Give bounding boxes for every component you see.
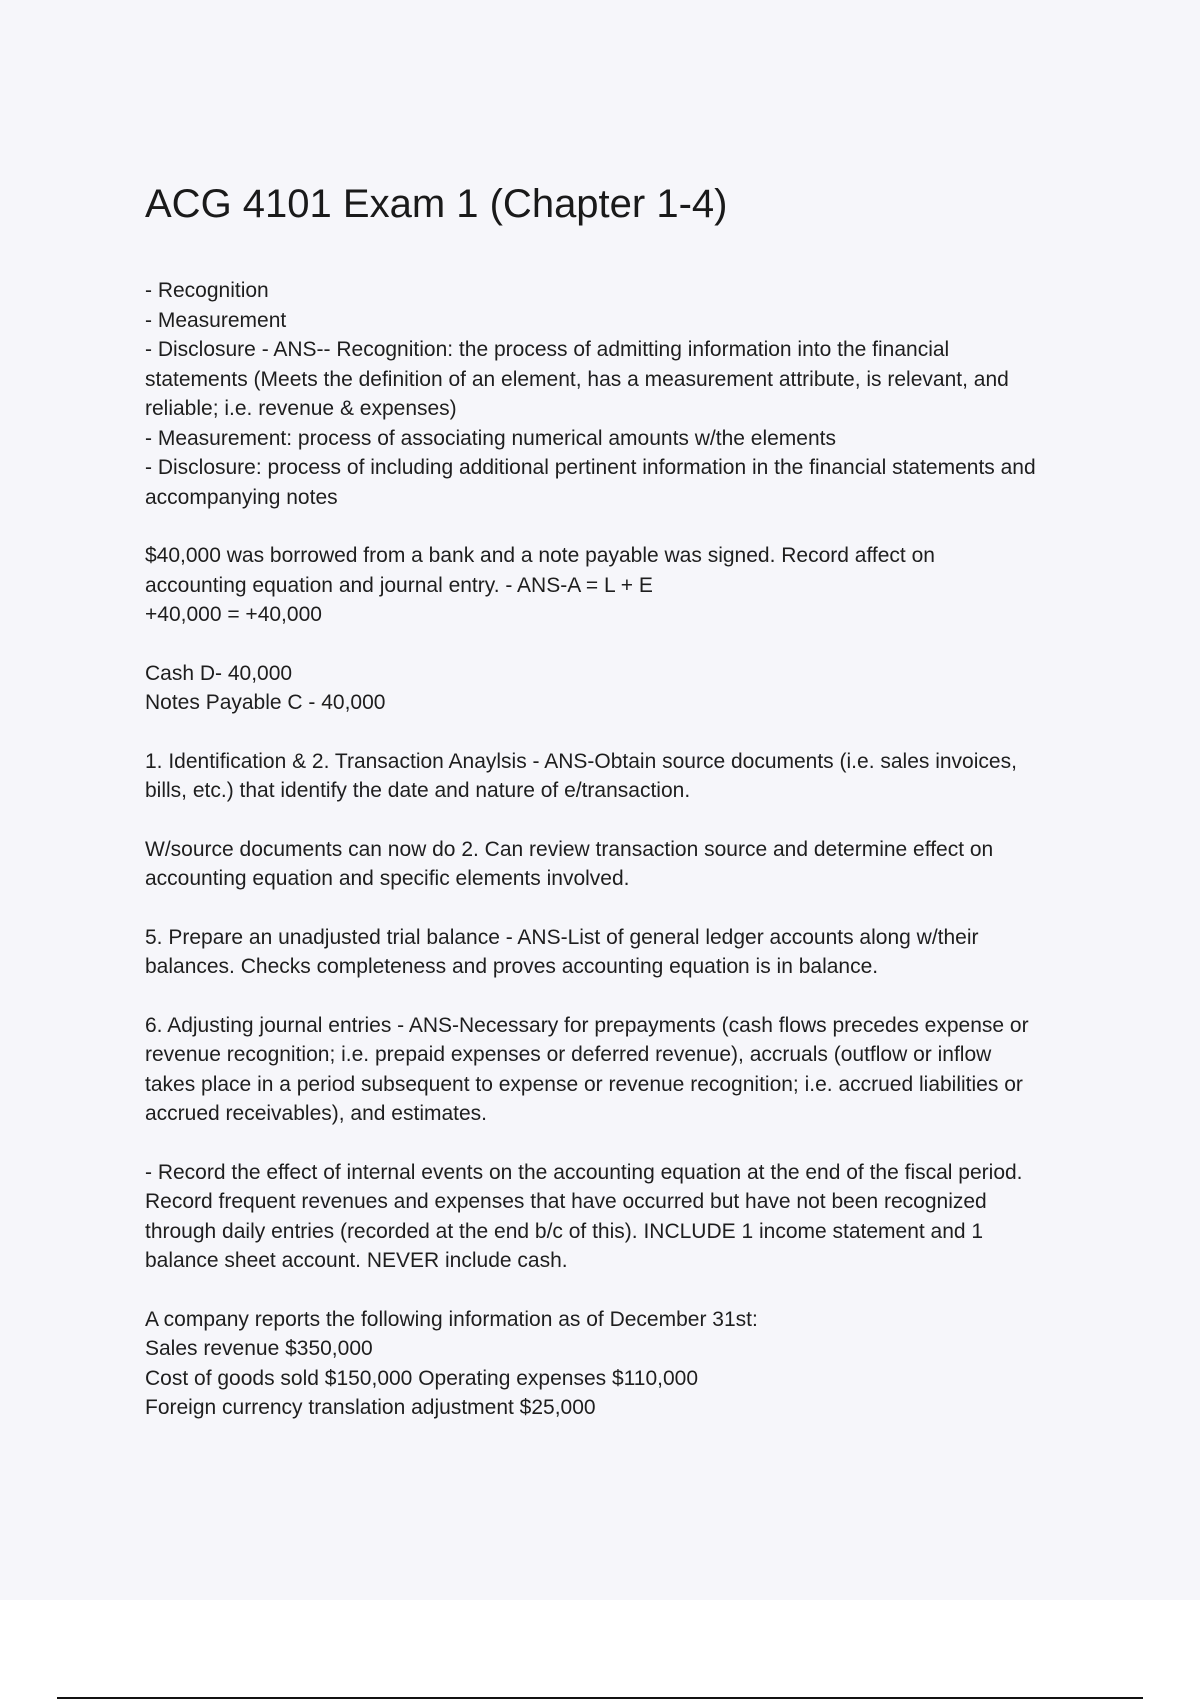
text-line: revenue recognition; i.e. prepaid expenses or deferred revenue), accruals (outflow or inflow <box>145 1043 992 1066</box>
text-line: Record frequent revenues and expenses that have occurred but have not been recognized <box>145 1190 987 1213</box>
text-line: bills, etc.) that identify the date and nature of e/transaction. <box>145 779 691 802</box>
text-line: accompanying notes <box>145 485 338 509</box>
paragraph <box>145 923 1105 982</box>
text-line: - Disclosure: process of including additional pertinent information in the financial statements and <box>145 456 1036 479</box>
text-line: Sales revenue $350,000 <box>145 1337 373 1360</box>
text-line: - Disclosure - ANS-- Recognition: the process of admitting information into the financial <box>145 338 950 361</box>
text-line: balances. Checks completeness and proves accounting equation is in balance. <box>145 955 879 978</box>
text-line: statements (Meets the definition of an element, has a measurement attribute, is relevant, and <box>145 367 1009 391</box>
page-bottom-rule <box>57 1697 1143 1699</box>
text-line: - Recognition <box>145 279 269 302</box>
paragraph <box>145 659 1105 718</box>
paragraph <box>145 1305 1105 1423</box>
text-line: through daily entries (recorded at the end b/c of this). INCLUDE 1 income statement and 1 <box>145 1219 984 1243</box>
text-line: accounting equation and specific elements involved. <box>145 867 630 890</box>
document-title: ACG 4101 Exam 1 (Chapter 1-4) <box>145 182 728 226</box>
paragraph <box>145 276 1105 512</box>
paragraph <box>145 1158 1105 1276</box>
paragraph <box>145 1011 1105 1129</box>
text-line: Cost of goods sold $150,000 Operating expenses $110,000 <box>145 1366 699 1390</box>
text-line: Notes Payable C - 40,000 <box>145 691 386 714</box>
text-line: Foreign currency translation adjustment $25,000 <box>145 1396 596 1419</box>
text-line: reliable; i.e. revenue & expenses) <box>145 397 457 420</box>
text-line: accrued receivables), and estimates. <box>145 1102 487 1125</box>
text-line: $40,000 was borrowed from a bank and a note payable was signed. Record affect on <box>145 544 935 567</box>
text-line: - Measurement: process of associating numerical amounts w/the elements <box>145 426 836 450</box>
text-line: balance sheet account. NEVER include cash. <box>145 1249 568 1272</box>
text-line: - Record the effect of internal events on the accounting equation at the end of the fiscal period. <box>145 1160 1023 1184</box>
paragraph <box>145 747 1105 806</box>
paragraph <box>145 541 1105 630</box>
paragraph <box>145 835 1105 894</box>
text-line: Cash D- 40,000 <box>145 661 293 685</box>
document-body <box>145 276 1105 1452</box>
text-line: W/source documents can now do 2. Can review transaction source and determine effect on <box>145 837 994 861</box>
text-line: accounting equation and journal entry. - ANS-A = L + E <box>145 573 653 597</box>
text-line: takes place in a period subsequent to expense or revenue recognition; i.e. accrued liabilities or <box>145 1072 1023 1096</box>
text-line: - Measurement <box>145 308 287 332</box>
text-line: 1. Identification & 2. Transaction Anaylsis - ANS-Obtain source documents (i.e. sales invoices, <box>145 749 1017 773</box>
text-line: 6. Adjusting journal entries - ANS-Necessary for prepayments (cash flows precedes expense or <box>145 1013 1029 1037</box>
text-line: +40,000 = +40,000 <box>145 603 322 626</box>
text-line: 5. Prepare an unadjusted trial balance - ANS-List of general ledger accounts along w/their <box>145 925 979 949</box>
text-line: A company reports the following information as of December 31st: <box>145 1307 758 1331</box>
